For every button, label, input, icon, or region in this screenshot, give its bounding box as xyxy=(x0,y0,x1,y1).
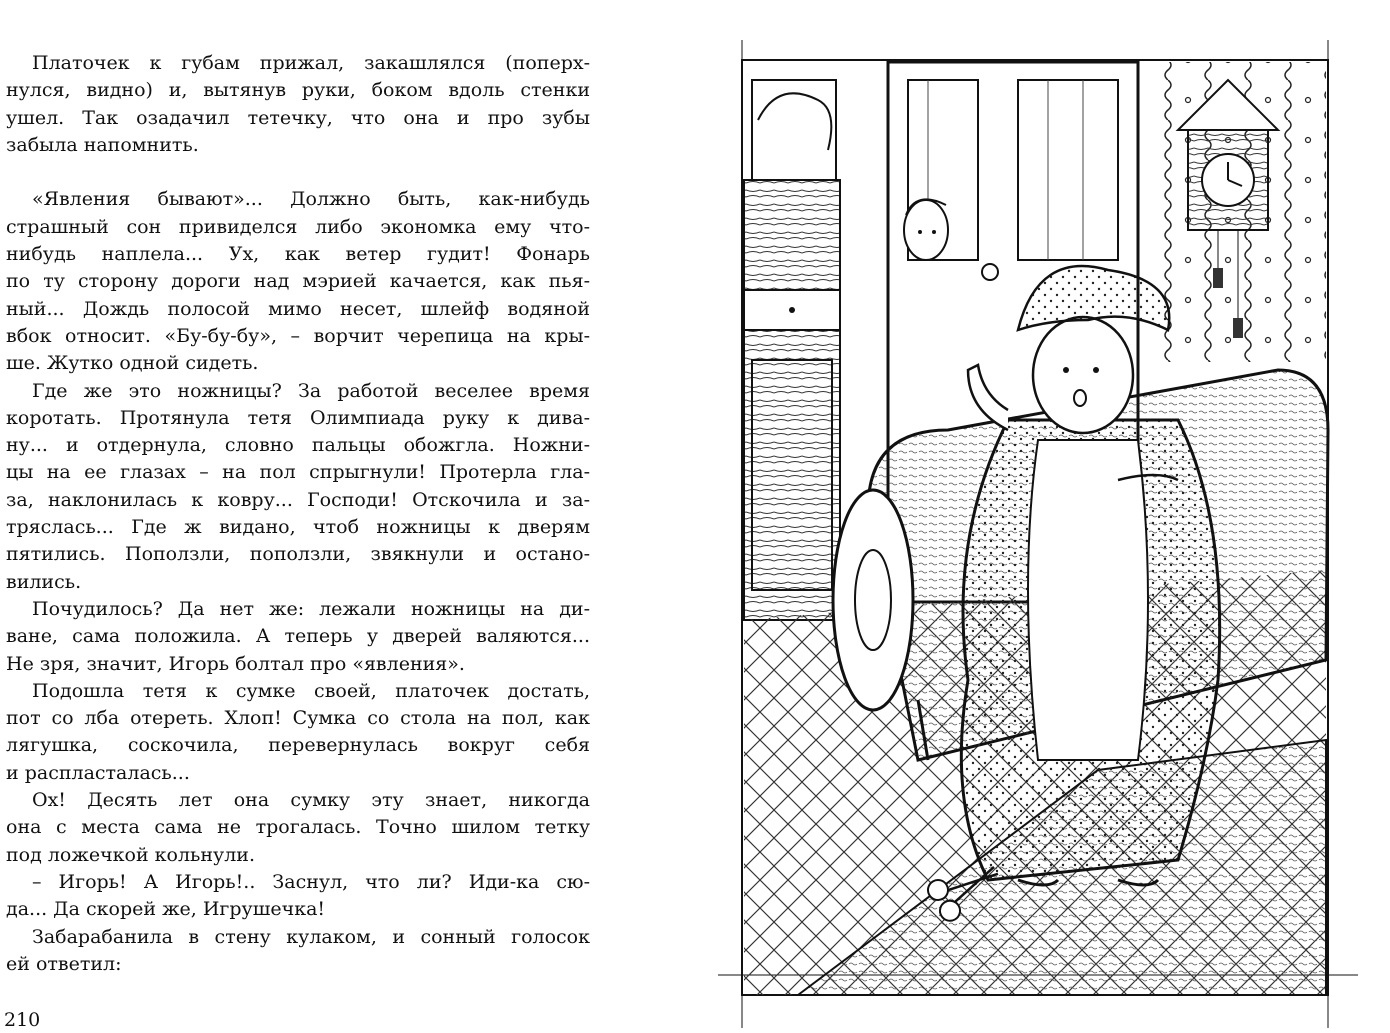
text-line: пятились. Поползли, поползли, звякнули и остано- xyxy=(6,543,590,566)
text-line: ване, сама положила. А теперь у дверей валяются... xyxy=(6,625,590,648)
paragraph-gap xyxy=(6,159,590,186)
text-line: под ложечкой кольнули. xyxy=(6,843,255,866)
text-line: Ох! Десять лет она сумку эту знает, никогда xyxy=(32,789,590,812)
text-line: да... Да скорей же, Игрушечка! xyxy=(6,898,326,921)
text-line: вбок относит. «Бу-бу-бу», – ворчит черепица на кры- xyxy=(6,324,590,347)
text-line: Забарабанила в стену кулаком, и сонный голосок xyxy=(32,925,590,948)
text-line: Не зря, значит, Игорь болтал про «явления». xyxy=(6,652,465,675)
text-line: за, наклонилась к ковру... Господи! Отскочила и за- xyxy=(6,488,590,511)
text-line: коротать. Протянула тетя Олимпиада руку к дива- xyxy=(6,406,590,429)
text-line: Подошла тетя к сумке своей, платочек достать, xyxy=(32,679,590,702)
text-page xyxy=(6,50,590,978)
boy-peeking xyxy=(904,199,948,260)
text-line: ну... и отдернула, словно пальцы обожгла. Ножни- xyxy=(6,434,590,457)
text-line: Почудилось? Да нет же: лежали ножницы на ди- xyxy=(32,597,590,620)
page-number: 210 xyxy=(4,1009,41,1031)
text-line: лягушка, соскочила, перевернулась вокруг себя xyxy=(6,734,590,757)
text-line: по ту сторону дороги над мэрией качается, как пья- xyxy=(6,270,590,293)
text-line: страшный сон привиделся либо экономка ему что- xyxy=(6,215,590,238)
text-line: ей ответил: xyxy=(6,952,122,975)
text-line: Где же это ножницы? За работой веселее время xyxy=(32,379,590,402)
text-line: вились. xyxy=(6,570,82,593)
illustration-drawing xyxy=(718,40,1358,1028)
text-line: ный... Дождь полосой мимо несет, шлейф водяной xyxy=(6,297,590,320)
text-line: нулся, видно) и, вытянув руки, боком вдоль стенки xyxy=(6,79,590,102)
text-line: ушел. Так озадачил тетечку, что она и про зубы xyxy=(6,106,590,129)
text-line: – Игорь! А Игорь!.. Заснул, что ли? Иди-ка сю- xyxy=(32,870,590,893)
text-line: ше. Жутко одной сидеть. xyxy=(6,352,259,375)
text-line: пот со лба отереть. Хлоп! Сумка со стола на пол, как xyxy=(6,707,590,730)
text-line: Платочек к губам прижал, закашлялся (поперх- xyxy=(32,52,590,74)
text-line: она с места сама не трогалась. Точно шилом тетку xyxy=(6,816,590,839)
text-line: «Явления бывают»... Должно быть, как-нибудь xyxy=(32,188,590,211)
illustration xyxy=(718,40,1358,1028)
text-line: нибудь наплела... Ух, как ветер гудит! Фонарь xyxy=(6,243,590,266)
text-line: забыла напомнить. xyxy=(6,133,199,156)
text-line: цы на ее глазах – на пол спрыгнули! Протерла гла- xyxy=(6,461,590,484)
text-line: и распласталась... xyxy=(6,761,190,784)
text-line: тряслась... Где ж видано, чтоб ножницы к дверям xyxy=(6,516,590,539)
